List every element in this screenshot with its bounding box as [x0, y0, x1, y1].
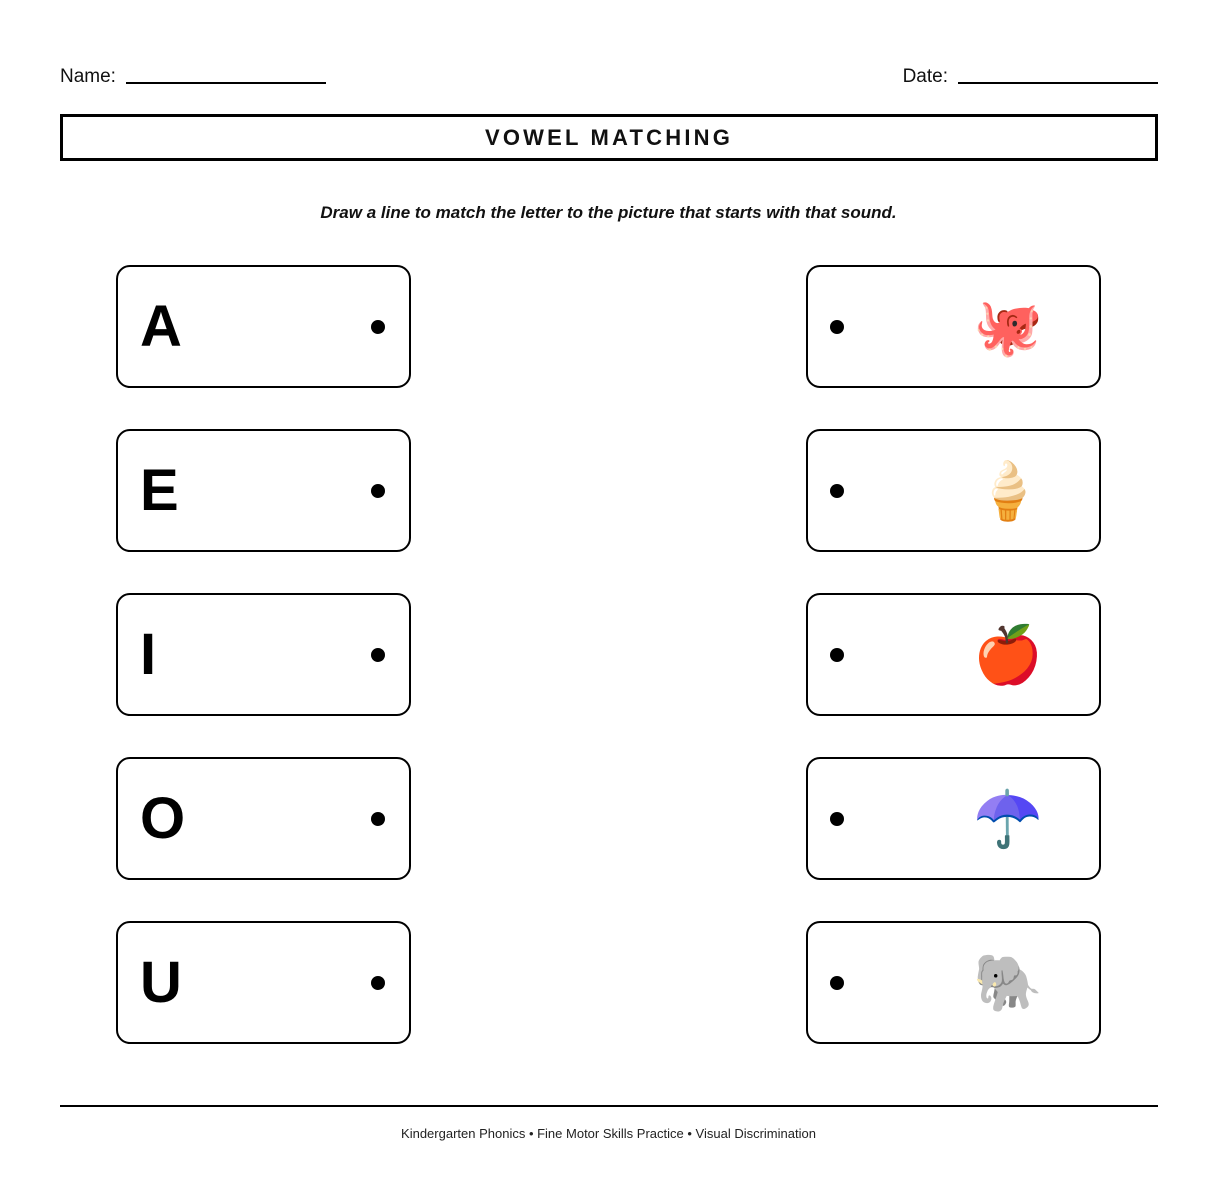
connector-dot-left[interactable] — [371, 484, 385, 498]
connector-dot-right[interactable] — [830, 648, 844, 662]
connector-dot-right[interactable] — [830, 320, 844, 334]
connector-dot-right[interactable] — [830, 812, 844, 826]
name-write-line[interactable] — [126, 82, 326, 84]
apple-icon: 🍎 — [973, 622, 1043, 686]
letter-card-e[interactable] — [116, 429, 411, 552]
worksheet-header — [60, 56, 1158, 88]
letter-glyph: E — [140, 457, 179, 523]
letter-glyph: A — [140, 293, 182, 359]
footer-divider — [60, 1105, 1158, 1107]
picture-card-elephant[interactable] — [806, 921, 1101, 1044]
connector-dot-right[interactable] — [830, 976, 844, 990]
letter-glyph: I — [140, 621, 157, 687]
date-label: Date: — [902, 66, 948, 87]
matching-area — [0, 265, 1217, 1065]
letter-card-a[interactable] — [116, 265, 411, 388]
date-write-line[interactable] — [958, 82, 1158, 84]
footer-text: Kindergarten Phonics • Fine Motor Skills Practice • Visual Discrimination — [401, 1126, 816, 1141]
connector-dot-left[interactable] — [371, 812, 385, 826]
match-row — [0, 265, 1217, 388]
date-field[interactable] — [903, 66, 1158, 88]
letter-card-u[interactable] — [116, 921, 411, 1044]
connector-dot-right[interactable] — [830, 484, 844, 498]
connector-dot-left[interactable] — [371, 648, 385, 662]
letter-card-o[interactable] — [116, 757, 411, 880]
umbrella-icon: ☂️ — [973, 786, 1043, 850]
match-row — [0, 593, 1217, 716]
letter-glyph: O — [140, 785, 186, 851]
match-row — [0, 921, 1217, 1044]
page-title: VOWEL MATCHING — [484, 124, 734, 150]
elephant-icon: 🐘 — [973, 950, 1043, 1014]
match-row — [0, 429, 1217, 552]
letter-card-i[interactable] — [116, 593, 411, 716]
octopus-icon: 🐙 — [973, 294, 1043, 358]
match-row — [0, 757, 1217, 880]
connector-dot-left[interactable] — [371, 976, 385, 990]
picture-card-octopus[interactable] — [806, 265, 1101, 388]
title-banner — [60, 114, 1158, 161]
instruction-text: Draw a line to match the letter to the picture that starts with that sound. — [320, 203, 897, 222]
name-label: Name: — [60, 66, 116, 87]
name-field[interactable] — [60, 66, 326, 88]
picture-card-apple[interactable] — [806, 593, 1101, 716]
picture-card-ice-cream[interactable] — [806, 429, 1101, 552]
letter-glyph: U — [140, 949, 182, 1015]
connector-dot-left[interactable] — [371, 320, 385, 334]
picture-card-umbrella[interactable] — [806, 757, 1101, 880]
ice-cream-icon: 🍦 — [973, 458, 1043, 522]
